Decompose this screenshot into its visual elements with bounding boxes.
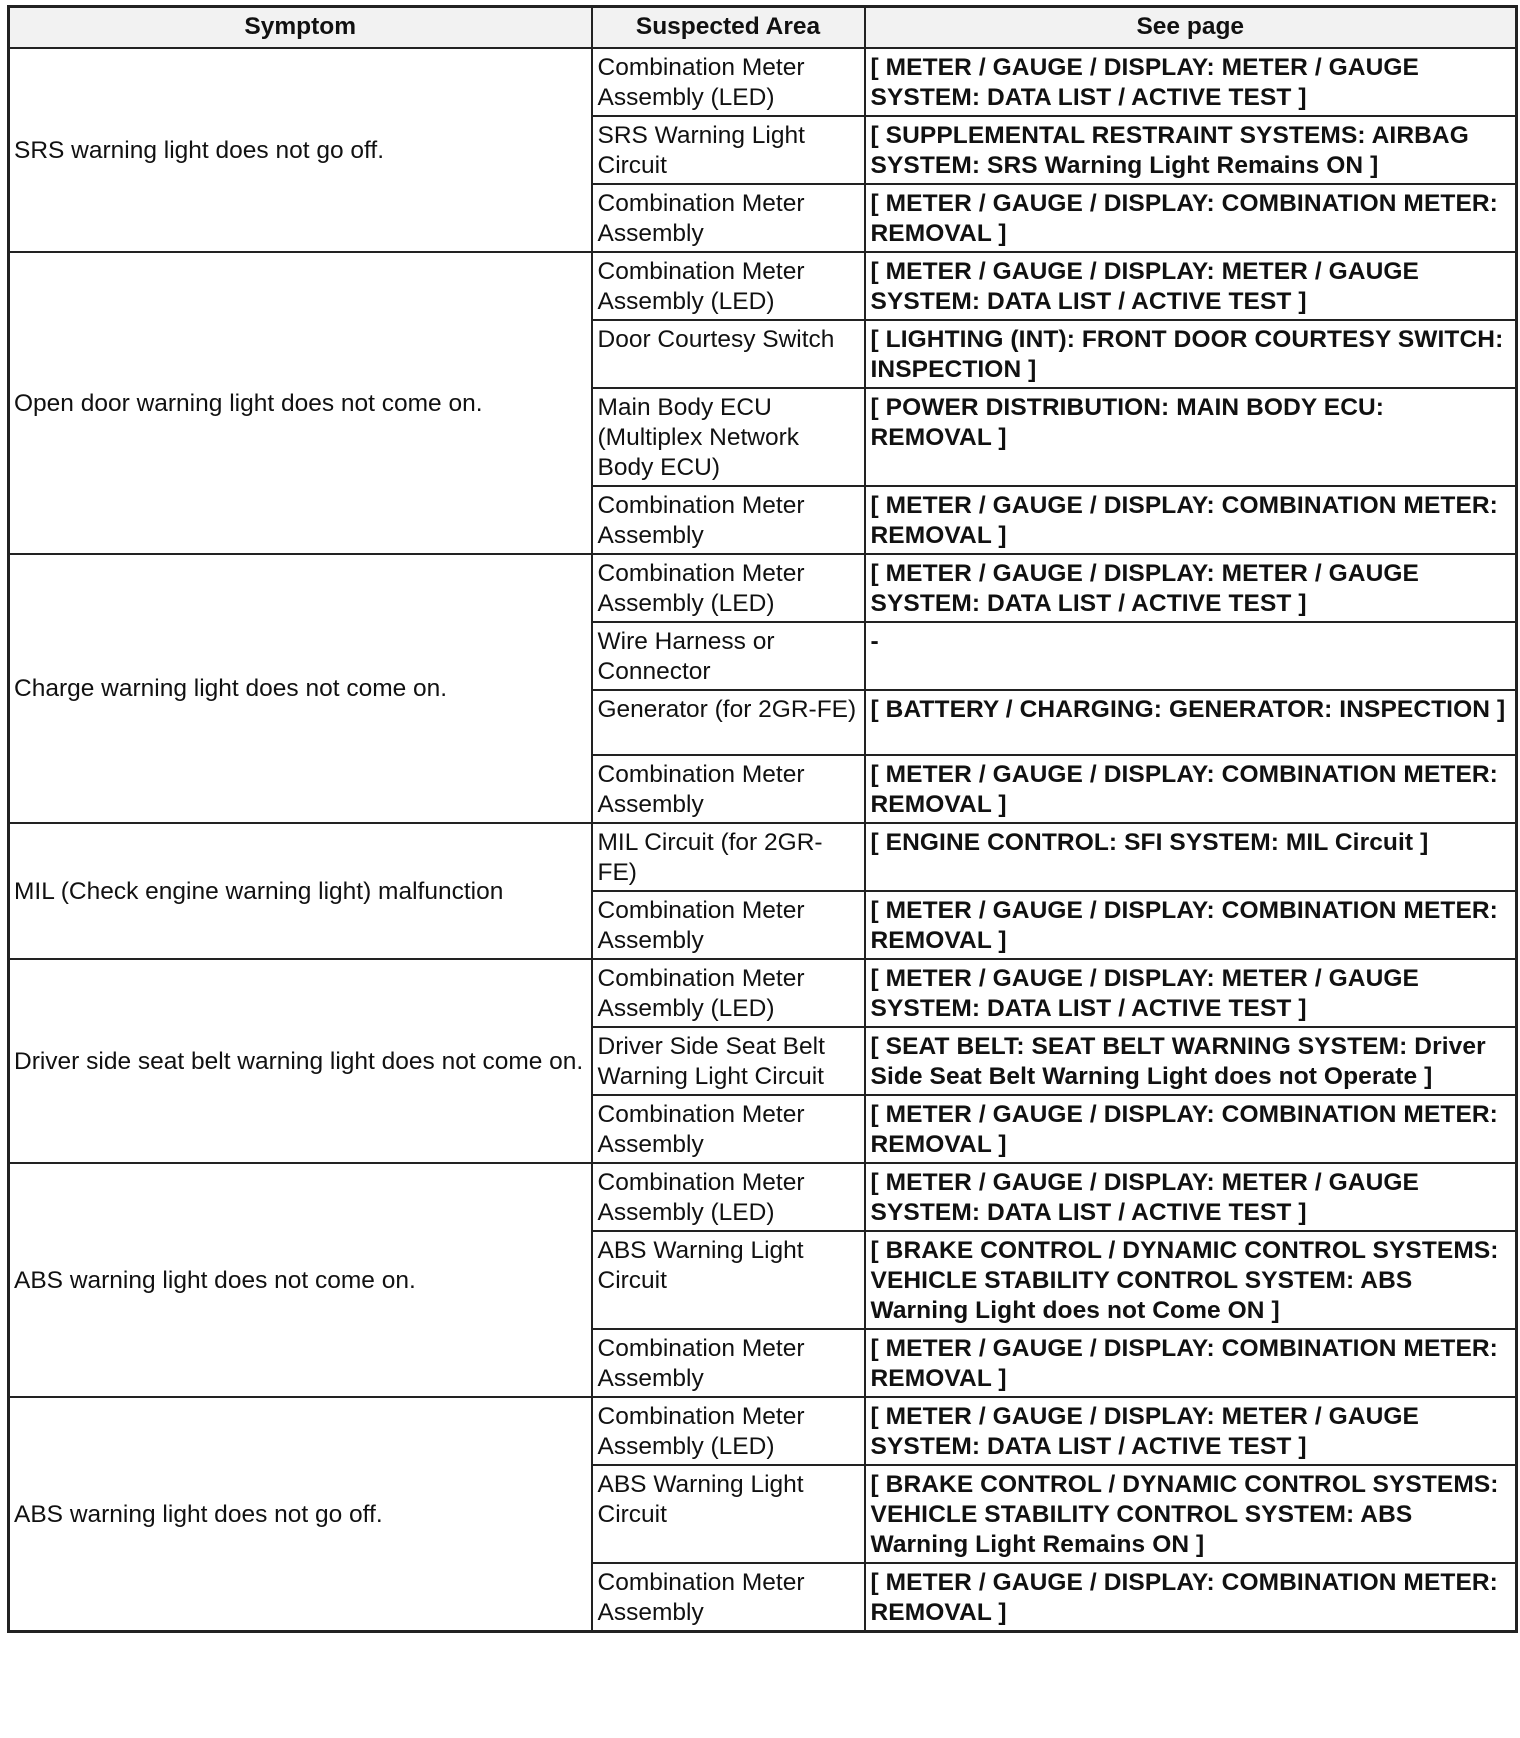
see-page-link[interactable]: [ ENGINE CONTROL: SFI SYSTEM: MIL Circuit ] <box>865 823 1517 891</box>
table-row <box>9 1163 1517 1231</box>
suspected-area-cell: Combination Meter Assembly (LED) <box>592 959 865 1027</box>
see-page-link[interactable]: [ METER / GAUGE / DISPLAY: COMBINATION METER: REMOVAL ] <box>865 486 1517 554</box>
suspected-area-cell: Generator (for 2GR-FE) <box>592 690 865 755</box>
symptom-cell: ABS warning light does not go off. <box>9 1397 592 1632</box>
table-row <box>9 1397 1517 1465</box>
table-header <box>9 7 1517 48</box>
suspected-area-cell: Combination Meter Assembly <box>592 891 865 959</box>
suspected-area-cell: Combination Meter Assembly <box>592 1563 865 1632</box>
suspected-area-cell: Main Body ECU (Multiplex Network Body ECU) <box>592 388 865 486</box>
suspected-area-cell: Combination Meter Assembly <box>592 486 865 554</box>
table-row <box>9 959 1517 1027</box>
suspected-area-cell: Driver Side Seat Belt Warning Light Circuit <box>592 1027 865 1095</box>
table-body <box>9 48 1517 1632</box>
symptom-cell: ABS warning light does not come on. <box>9 1163 592 1397</box>
suspected-area-cell: Combination Meter Assembly (LED) <box>592 1397 865 1465</box>
table-row <box>9 48 1517 116</box>
problem-symptoms-table-container <box>7 5 1515 1633</box>
header-see-page: See page <box>865 7 1517 48</box>
see-page-link[interactable]: [ LIGHTING (INT): FRONT DOOR COURTESY SWITCH: INSPECTION ] <box>865 320 1517 388</box>
header-row <box>9 7 1517 48</box>
see-page-link[interactable]: [ SEAT BELT: SEAT BELT WARNING SYSTEM: Driver Side Seat Belt Warning Light does not Operate ] <box>865 1027 1517 1095</box>
symptom-cell: Driver side seat belt warning light does not come on. <box>9 959 592 1163</box>
suspected-area-cell: Combination Meter Assembly <box>592 1095 865 1163</box>
suspected-area-cell: ABS Warning Light Circuit <box>592 1465 865 1563</box>
suspected-area-cell: ABS Warning Light Circuit <box>592 1231 865 1329</box>
header-symptom: Symptom <box>9 7 592 48</box>
see-page-link[interactable]: [ METER / GAUGE / DISPLAY: METER / GAUGE SYSTEM: DATA LIST / ACTIVE TEST ] <box>865 959 1517 1027</box>
suspected-area-cell: Combination Meter Assembly (LED) <box>592 554 865 622</box>
suspected-area-cell: Combination Meter Assembly (LED) <box>592 1163 865 1231</box>
symptom-cell: Charge warning light does not come on. <box>9 554 592 823</box>
see-page-link[interactable]: [ METER / GAUGE / DISPLAY: METER / GAUGE SYSTEM: DATA LIST / ACTIVE TEST ] <box>865 554 1517 622</box>
see-page-link[interactable]: [ METER / GAUGE / DISPLAY: METER / GAUGE SYSTEM: DATA LIST / ACTIVE TEST ] <box>865 48 1517 116</box>
see-page-link[interactable]: [ METER / GAUGE / DISPLAY: COMBINATION METER: REMOVAL ] <box>865 1329 1517 1397</box>
symptom-cell: Open door warning light does not come on. <box>9 252 592 554</box>
see-page-link[interactable]: [ METER / GAUGE / DISPLAY: METER / GAUGE SYSTEM: DATA LIST / ACTIVE TEST ] <box>865 1163 1517 1231</box>
see-page-link[interactable]: [ SUPPLEMENTAL RESTRAINT SYSTEMS: AIRBAG SYSTEM: SRS Warning Light Remains ON ] <box>865 116 1517 184</box>
suspected-area-cell: Combination Meter Assembly <box>592 755 865 823</box>
see-page-link[interactable]: [ BRAKE CONTROL / DYNAMIC CONTROL SYSTEMS: VEHICLE STABILITY CONTROL SYSTEM: ABS Warning Light does not Come ON ] <box>865 1231 1517 1329</box>
see-page-link[interactable]: [ METER / GAUGE / DISPLAY: COMBINATION METER: REMOVAL ] <box>865 755 1517 823</box>
see-page-link[interactable]: [ METER / GAUGE / DISPLAY: COMBINATION METER: REMOVAL ] <box>865 1095 1517 1163</box>
suspected-area-cell: Combination Meter Assembly (LED) <box>592 48 865 116</box>
see-page-link[interactable]: [ METER / GAUGE / DISPLAY: COMBINATION METER: REMOVAL ] <box>865 184 1517 252</box>
see-page-link[interactable]: [ METER / GAUGE / DISPLAY: METER / GAUGE SYSTEM: DATA LIST / ACTIVE TEST ] <box>865 1397 1517 1465</box>
table-row <box>9 823 1517 891</box>
suspected-area-cell: Combination Meter Assembly (LED) <box>592 252 865 320</box>
suspected-area-cell: Combination Meter Assembly <box>592 1329 865 1397</box>
see-page-link[interactable]: [ METER / GAUGE / DISPLAY: METER / GAUGE SYSTEM: DATA LIST / ACTIVE TEST ] <box>865 252 1517 320</box>
suspected-area-cell: Wire Harness or Connector <box>592 622 865 690</box>
table-row <box>9 252 1517 320</box>
suspected-area-cell: MIL Circuit (for 2GR-FE) <box>592 823 865 891</box>
see-page-link[interactable]: [ POWER DISTRIBUTION: MAIN BODY ECU: REMOVAL ] <box>865 388 1517 486</box>
see-page-link[interactable]: [ BATTERY / CHARGING: GENERATOR: INSPECTION ] <box>865 690 1517 755</box>
table-row <box>9 554 1517 622</box>
suspected-area-cell: SRS Warning Light Circuit <box>592 116 865 184</box>
symptom-cell: SRS warning light does not go off. <box>9 48 592 252</box>
see-page-link[interactable]: [ BRAKE CONTROL / DYNAMIC CONTROL SYSTEMS: VEHICLE STABILITY CONTROL SYSTEM: ABS Warning Light Remains ON ] <box>865 1465 1517 1563</box>
see-page-link[interactable]: [ METER / GAUGE / DISPLAY: COMBINATION METER: REMOVAL ] <box>865 1563 1517 1632</box>
problem-symptoms-table <box>7 5 1518 1633</box>
suspected-area-cell: Combination Meter Assembly <box>592 184 865 252</box>
header-suspected-area: Suspected Area <box>592 7 865 48</box>
see-page-link[interactable]: [ METER / GAUGE / DISPLAY: COMBINATION METER: REMOVAL ] <box>865 891 1517 959</box>
suspected-area-cell: Door Courtesy Switch <box>592 320 865 388</box>
see-page-link: - <box>865 622 1517 690</box>
symptom-cell: MIL (Check engine warning light) malfunction <box>9 823 592 959</box>
